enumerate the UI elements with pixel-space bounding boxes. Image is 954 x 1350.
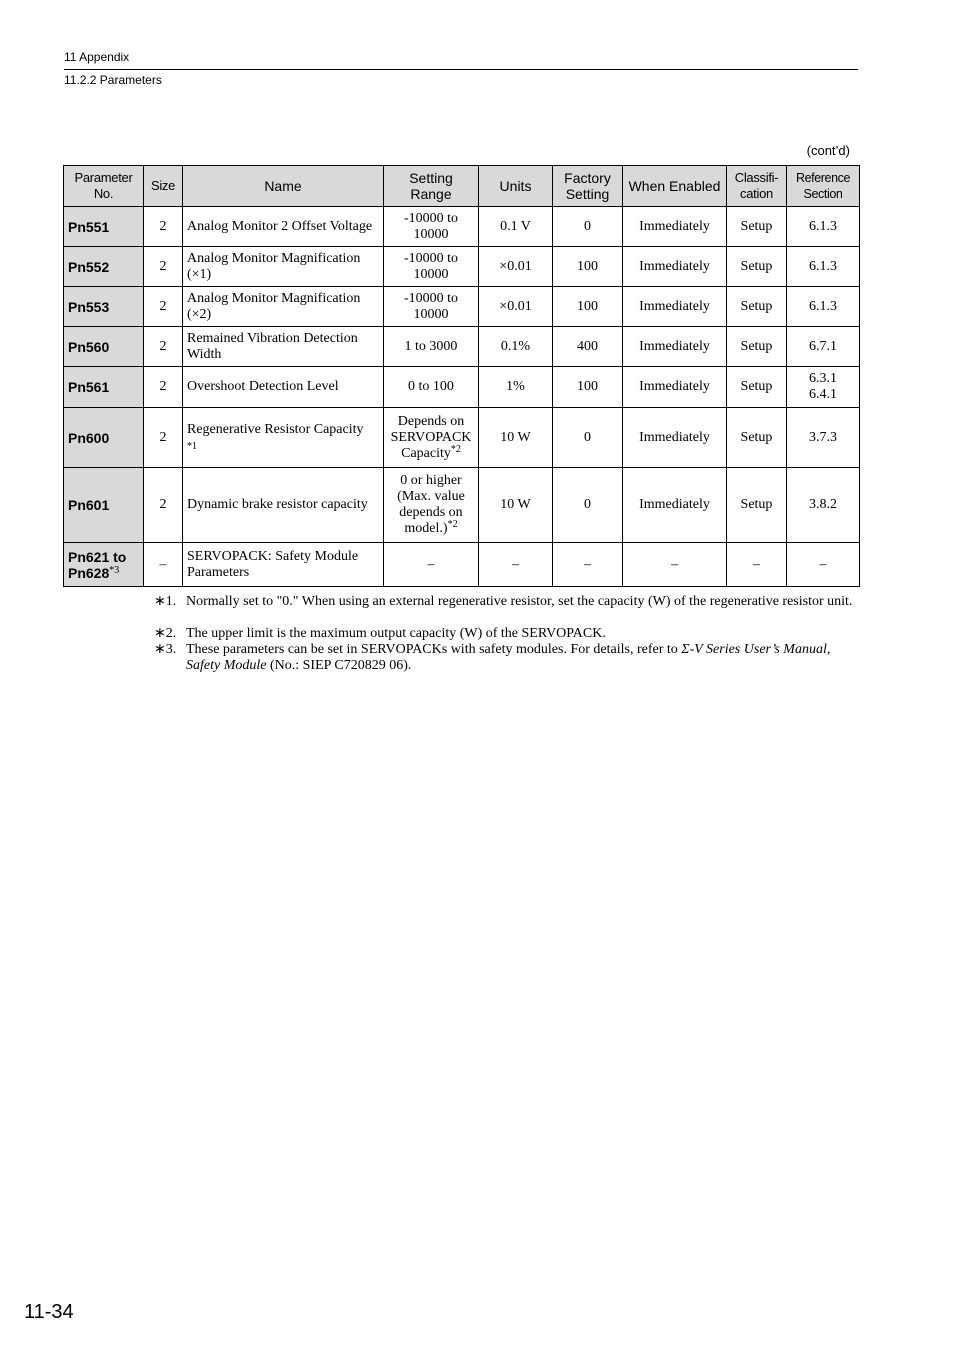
col-header-size: Size [144,166,183,207]
col-header-name: Name [183,166,384,207]
cell-reference: 6.1.3 [787,247,860,287]
cell-classification: Setup [727,468,787,543]
cell-size: 2 [144,207,183,247]
table-header-row [64,166,860,207]
cell-when: Immediately [623,247,727,287]
footnote-mark: ∗1. [154,594,177,609]
cell-range-text: Depends on SERVOPACK Capacity [390,413,472,461]
cell-range: -10000 to 10000 [384,287,479,327]
cell-factory: 100 [553,247,623,287]
col-header-range: Setting Range [384,166,479,207]
col-header-units: Units [479,166,553,207]
cell-range: 0 to 100 [384,367,479,408]
cell-pn: Pn560 [64,327,144,367]
cell-classification: Setup [727,287,787,327]
cell-reference: 3.8.2 [787,468,860,543]
cell-when: Immediately [623,207,727,247]
cell-size: 2 [144,408,183,468]
col-header-param-no: Parameter No. [64,166,144,207]
cell-name: Analog Monitor Magnification (×2) [183,287,384,327]
table-row [64,367,860,408]
cell-pn: Pn561 [64,367,144,408]
cell-range: 1 to 3000 [384,327,479,367]
cell-units: ×0.01 [479,287,553,327]
cell-range-text: 0 or higher (Max. value depends on model.) [397,473,465,536]
cell-when: Immediately [623,287,727,327]
cell-range [384,408,479,468]
cell-pn [64,543,144,587]
footnote-ref: *2 [447,519,458,530]
cell-name: Analog Monitor 2 Offset Voltage [183,207,384,247]
cell-units: 10 W [479,408,553,468]
cell-units: 1% [479,367,553,408]
footnote-text-start: These parameters can be set in SERVOPACKs with safety modules. For details, refer to [186,642,682,657]
footnote-text [186,642,854,674]
cell-when: Immediately [623,327,727,367]
table-row [64,543,860,587]
cell-size: 2 [144,468,183,543]
cell-when: Immediately [623,468,727,543]
cell-name: Overshoot Detection Level [183,367,384,408]
cell-size: 2 [144,287,183,327]
cell-range: – [384,543,479,587]
cell-reference: 6.3.1 6.4.1 [787,367,860,408]
header-rule [64,69,858,70]
cell-reference: 6.1.3 [787,287,860,327]
cell-name: Remained Vibration Detection Width [183,327,384,367]
col-header-reference: Reference Section [787,166,860,207]
cell-name [183,408,384,468]
table-row [64,408,860,468]
footnote-mark: ∗3. [154,642,177,657]
cell-name: SERVOPACK: Safety Module Parameters [183,543,384,587]
cell-pn: Pn601 [64,468,144,543]
cell-factory: 0 [553,207,623,247]
cell-factory: 100 [553,287,623,327]
cell-classification: – [727,543,787,587]
cell-size: 2 [144,327,183,367]
cell-name: Dynamic brake resistor capacity [183,468,384,543]
parameter-table [63,165,860,587]
cell-reference: – [787,543,860,587]
manual-title: Σ-V Series User’s Manual, Safety Module [186,642,831,673]
cell-size: 2 [144,247,183,287]
cell-pn: Pn600 [64,408,144,468]
cell-units: 0.1 V [479,207,553,247]
col-header-factory: Factory Setting [553,166,623,207]
footnote-ref: *3 [109,564,120,576]
page-number: 11-34 [24,1301,74,1323]
cell-classification: Setup [727,327,787,367]
cell-pn: Pn551 [64,207,144,247]
cell-classification: Setup [727,408,787,468]
table-row [64,247,860,287]
cell-units: – [479,543,553,587]
cell-name-text: Regenerative Resistor Capacity [187,421,364,437]
cell-reference: 6.7.1 [787,327,860,367]
footnote-ref: *2 [450,443,461,455]
table-row [64,468,860,543]
continued-label: (cont’d) [806,143,850,158]
footnote-text: Normally set to "0." When using an external regenerative resistor, set the capacity (W) of the regenerative resistor unit. [186,594,853,609]
cell-range: -10000 to 10000 [384,247,479,287]
cell-factory: – [553,543,623,587]
col-header-when: When Enabled [623,166,727,207]
footnote-2 [154,626,854,642]
table-row [64,287,860,327]
table-row [64,207,860,247]
footnote-1 [154,594,854,610]
table-row [64,327,860,367]
cell-factory: 0 [553,468,623,543]
cell-reference: 3.7.3 [787,408,860,468]
cell-pn-text: Pn621 to Pn628 [68,548,127,581]
footnote-text-end: (No.: SIEP C720829 06). [266,658,412,673]
footnote-mark: ∗2. [154,626,177,641]
section-header: 11.2.2 Parameters [64,73,162,87]
cell-reference: 6.1.3 [787,207,860,247]
cell-units: ×0.01 [479,247,553,287]
cell-factory: 0 [553,408,623,468]
cell-pn: Pn552 [64,247,144,287]
cell-name: Analog Monitor Magnification (×1) [183,247,384,287]
cell-classification: Setup [727,207,787,247]
cell-units: 10 W [479,468,553,543]
cell-when: Immediately [623,408,727,468]
cell-range [384,468,479,543]
cell-pn: Pn553 [64,287,144,327]
chapter-header: 11 Appendix [64,50,130,64]
footnote-text: The upper limit is the maximum output capacity (W) of the SERVOPACK. [186,626,606,641]
cell-size: – [144,543,183,587]
cell-factory: 100 [553,367,623,408]
cell-units: 0.1% [479,327,553,367]
col-header-classification: Classifi-cation [727,166,787,207]
cell-when: Immediately [623,367,727,408]
footnote-3 [154,642,854,674]
cell-classification: Setup [727,247,787,287]
cell-factory: 400 [553,327,623,367]
cell-size: 2 [144,367,183,408]
cell-classification: Setup [727,367,787,408]
cell-range: -10000 to 10000 [384,207,479,247]
cell-when: – [623,543,727,587]
footnote-ref: *1 [187,440,197,452]
